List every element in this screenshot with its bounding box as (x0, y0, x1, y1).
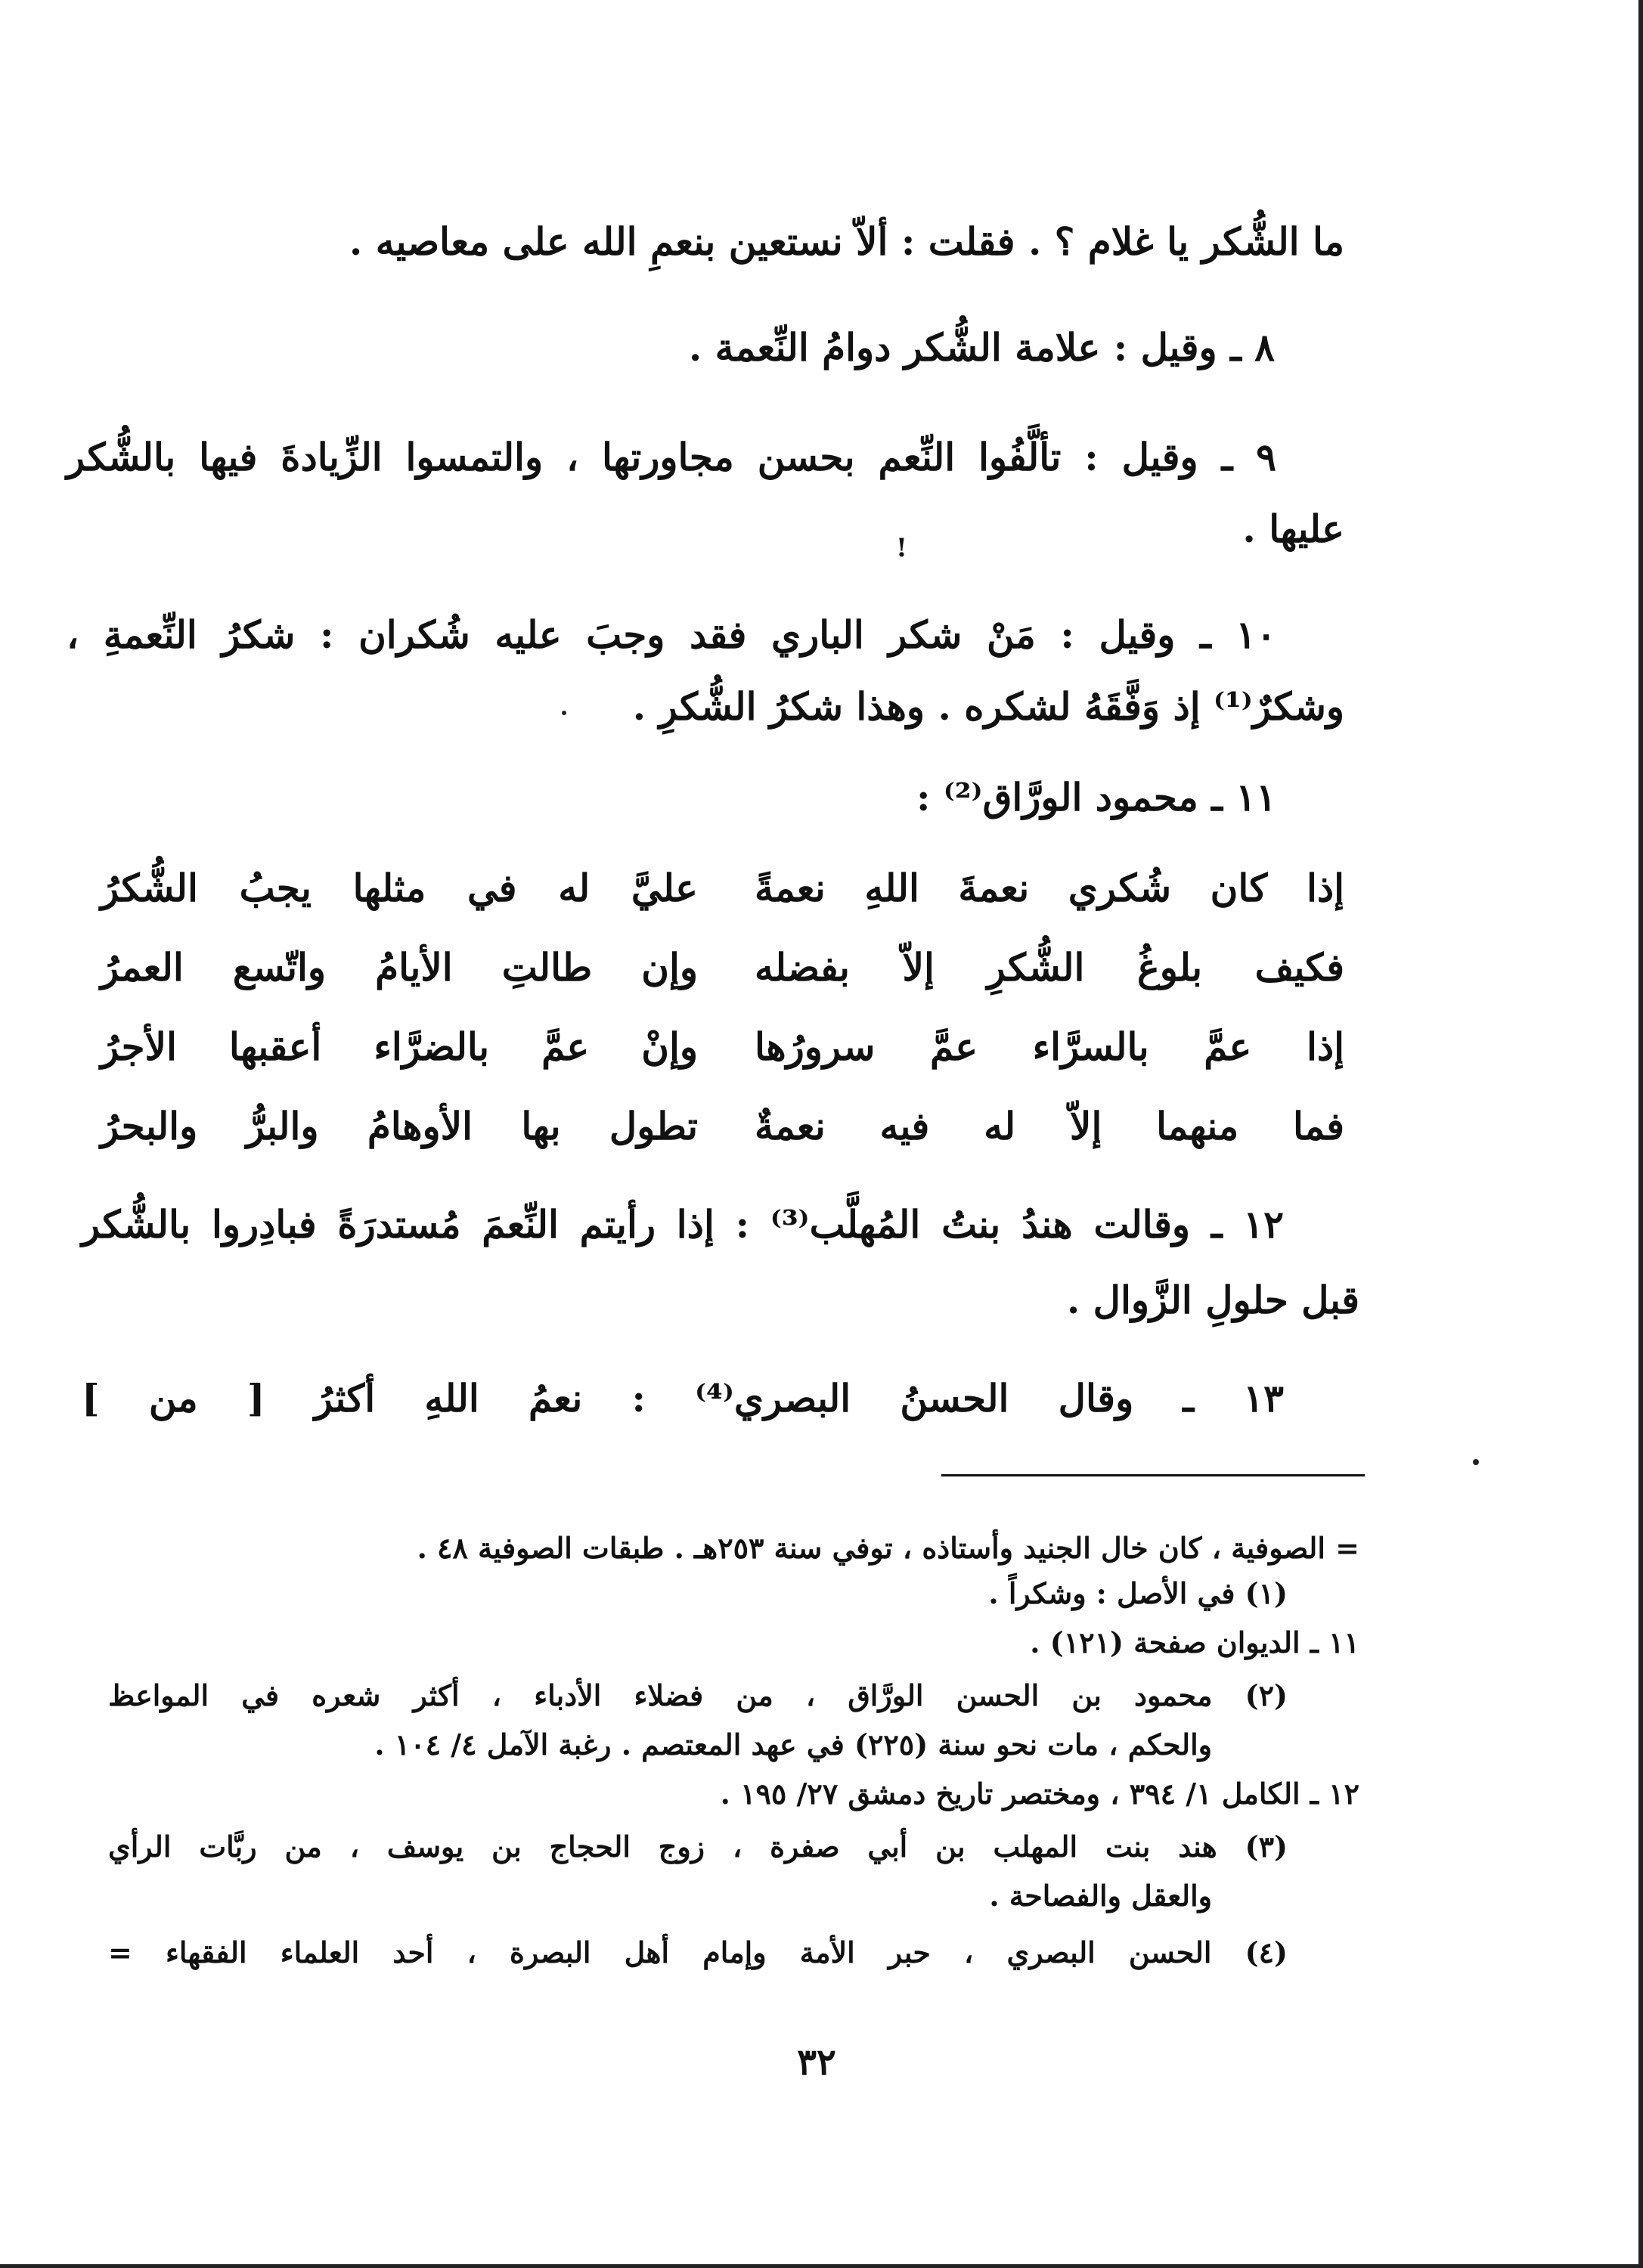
verse-first-hemistich: إذا كان شُكري نعمةَ اللهِ نعمةً (755, 866, 1344, 910)
scan-speck (562, 711, 566, 715)
stray-mark: ! (896, 533, 907, 563)
footnote-line: (١) في الأصل : وشكراً . (988, 1576, 1288, 1610)
footnote-separator (941, 1474, 1365, 1476)
footnote-line: ١١ ـ الديوان صفحة (١٢١) . (1030, 1625, 1359, 1659)
verse-second-hemistich: وإنْ عمَّ بالضرَّاء أعقبها الأجرُ (101, 1024, 698, 1069)
scan-edge-bottom (0, 2264, 1643, 2268)
verse-second-hemistich: وإن طالتِ الأيامُ واتّسع العمرُ (101, 945, 698, 990)
body-line: ٨ ـ وقيل : علامة الشُّكر دوامُ النِّعمة . (688, 325, 1275, 370)
body-line: ٩ ـ وقيل : تألَّفُوا النِّعم بحسن مجاورتها ، والتمسوا الزِّيادةَ فيها بالشُّكر (67, 435, 1276, 479)
body-line: ١٣ ـ وقال الحسنُ البصري⁽⁴⁾ : نعمُ اللهِ أكثرُ [ من ] (82, 1376, 1284, 1421)
footnote-line: والعقل والفصاحة . (989, 1879, 1212, 1913)
footnote-line: ١٢ ـ الكامل ١/ ٣٩٤ ، ومختصر تاريخ دمشق ٢٧/ ١٩٥ . (720, 1777, 1359, 1811)
footnote-line: (٤) الحسن البصري ، حبر الأمة وإمام أهل البصرة ، أحد العلماء الفقهاء = (108, 1935, 1288, 1969)
body-line: عليها . (1242, 507, 1344, 551)
scan-edge-right (1638, 0, 1643, 2268)
footnote-line: = الصوفية ، كان خال الجنيد وأستاذه ، توفي سنة ٢٥٣هـ . طبقات الصوفية ٤٨ . (417, 1531, 1359, 1565)
body-line: ما الشُّكر يا غلام ؟ . فقلت : ألاّ نستعين بنعمِ الله على معاصيه . (349, 219, 1344, 264)
footnote-line: (٣) هند بنت المهلب بن أبي صفرة ، زوج الحجاج بن يوسف ، من ربَّات الرأي (108, 1830, 1288, 1864)
verse-first-hemistich: فكيف بلوغُ الشُّكرِ إلاّ بفضله (755, 945, 1344, 990)
body-line: ١٢ ـ وقالت هندُ بنتُ المُهلَّب⁽³⁾ : إذا رأيتم النِّعمَ مُستدرَةً فبادِروا بالشُّكر (82, 1202, 1285, 1247)
scan-speck (1473, 1459, 1479, 1465)
body-line: ١١ ـ محمود الورَّاق⁽²⁾ : (916, 775, 1276, 820)
verse-second-hemistich: عليَّ له في مثلها يجبُ الشُّكرُ (101, 866, 698, 910)
body-line: قبل حلولِ الزَّوال . (1066, 1278, 1359, 1322)
verse-second-hemistich: تطول بها الأوهامُ والبرُّ والبحرُ (101, 1104, 698, 1148)
verse-first-hemistich: فما منهما إلاّ له فيه نعمةٌ (755, 1104, 1344, 1148)
body-line: ١٠ ـ وقيل : مَنْ شكر الباري فقد وجبَ عليه شُكران : شكرُ النِّعمةِ ، (67, 612, 1276, 657)
footnote-line: (٢) محمود بن الحسن الورَّاق ، من فضلاء الأدباء ، أكثر شعره في المواعظ (108, 1678, 1288, 1712)
body-line: وشكرٌ⁽¹⁾ إذ وَفَّقَهُ لشكره . وهذا شكرُ الشُّكرِ . (632, 684, 1344, 729)
page-number: ٣٢ (797, 2041, 836, 2084)
footnote-line: والحكم ، مات نحو سنة (٢٢٥) في عهد المعتصم . رغبة الآمل ٤/ ١٠٤ . (374, 1727, 1212, 1761)
verse-first-hemistich: إذا عمَّ بالسرَّاء عمَّ سرورُها (755, 1024, 1344, 1069)
